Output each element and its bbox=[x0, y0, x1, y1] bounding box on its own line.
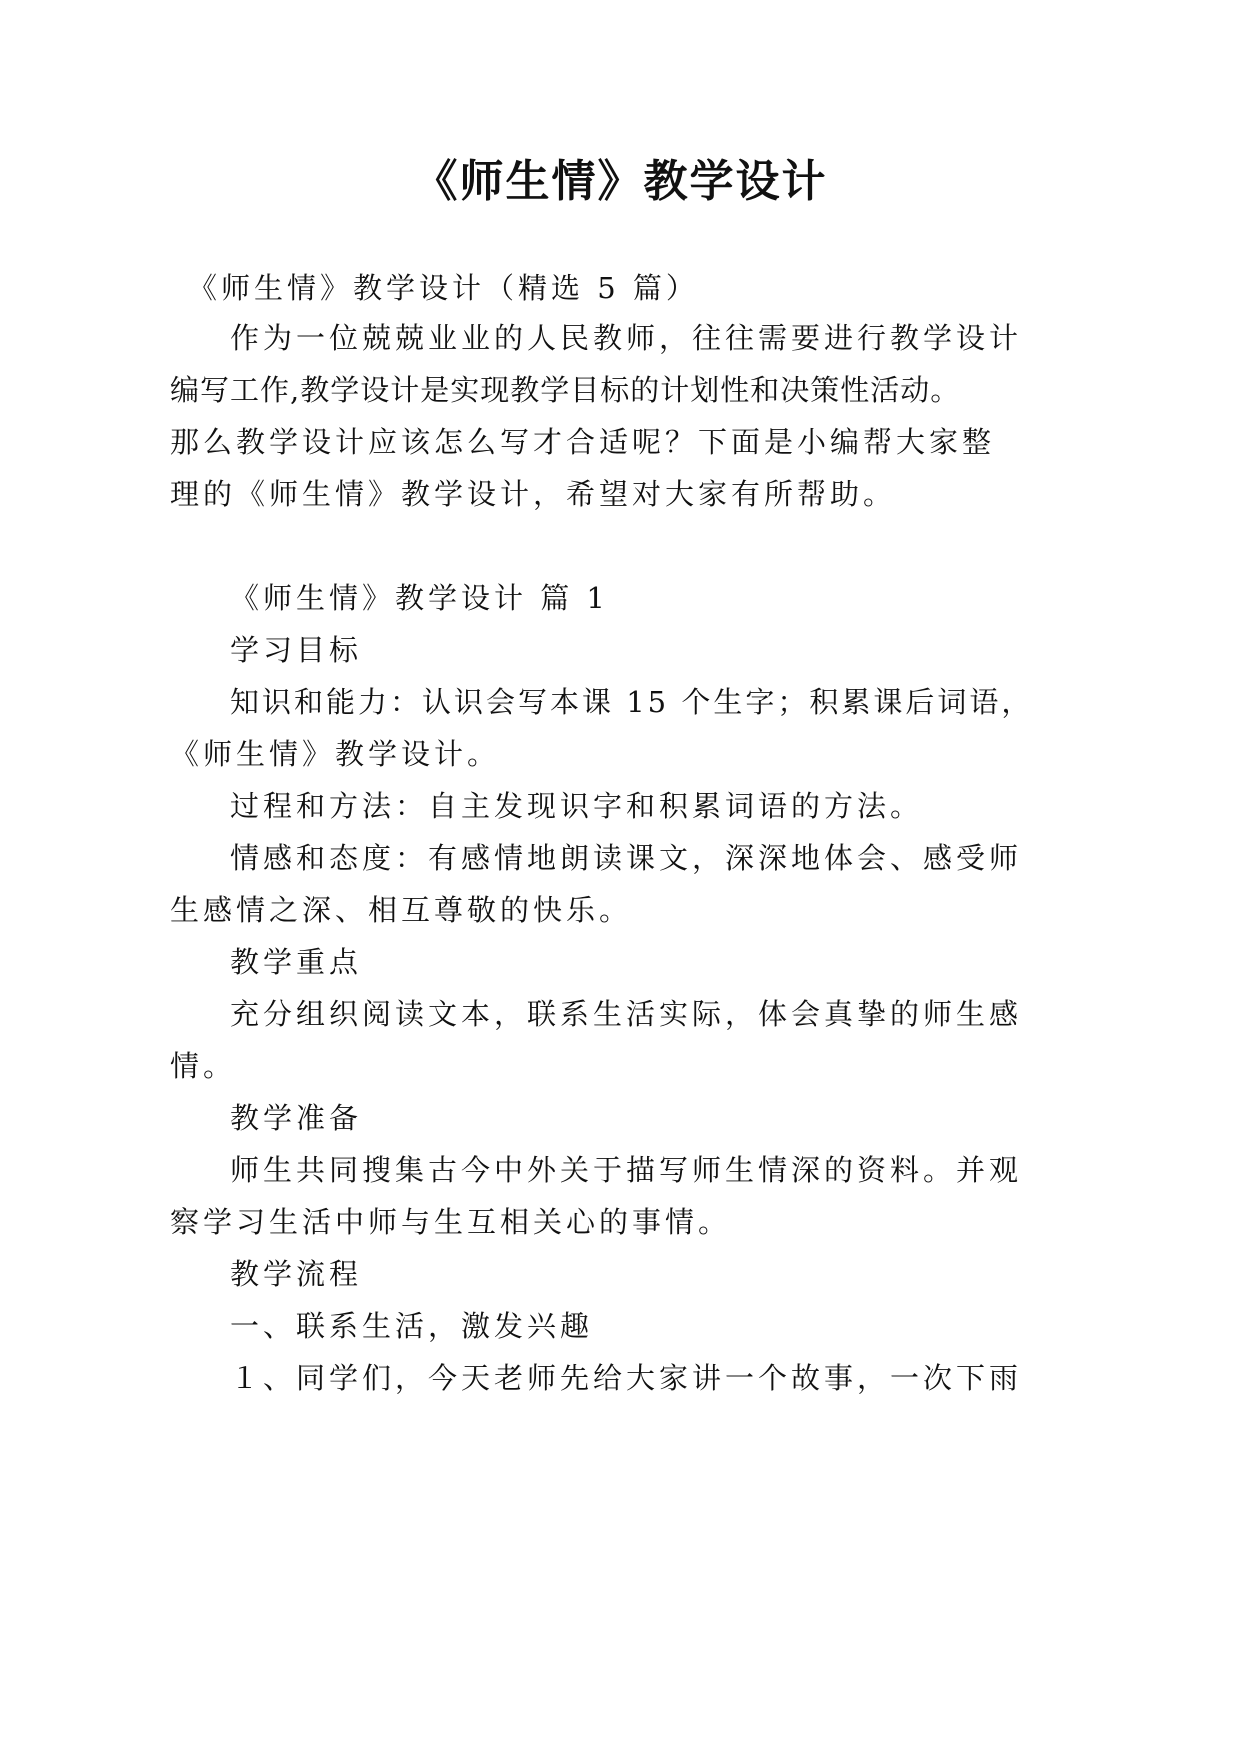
body-line: １、同学们，今天老师先给大家讲一个故事，一次下雨 bbox=[230, 1361, 1023, 1395]
document-subtitle: 《师生情》教学设计（精选 5 篇） bbox=[188, 271, 699, 305]
body-line: 情感和态度：有感情地朗读课文，深深地体会、感受师 bbox=[230, 841, 1023, 875]
document-title: 《师生情》教学设计 bbox=[413, 156, 828, 207]
body-line: 生感情之深、相互尊敬的快乐。 bbox=[170, 893, 633, 927]
body-line: 知识和能力：认识会写本课 15 个生字；积累课后词语， bbox=[230, 685, 1034, 719]
intro-line: 那么教学设计应该怎么写才合适呢？下面是小编帮大家整 bbox=[170, 425, 996, 459]
section-heading: 《师生情》教学设计 篇 1 bbox=[230, 581, 609, 615]
intro-line: 理的《师生情》教学设计，希望对大家有所帮助。 bbox=[170, 477, 897, 511]
body-line: 充分组织阅读文本，联系生活实际，体会真挚的师生感 bbox=[230, 997, 1023, 1031]
intro-line: 编写工作,教学设计是实现教学目标的计划性和决策性活动。 bbox=[170, 373, 961, 407]
intro-line: 作为一位兢兢业业的人民教师，往往需要进行教学设计 bbox=[230, 321, 1023, 355]
body-heading: 教学准备 bbox=[230, 1101, 363, 1135]
body-heading: 教学流程 bbox=[230, 1257, 363, 1291]
body-line: 情。 bbox=[170, 1049, 237, 1083]
body-line: 《师生情》教学设计。 bbox=[170, 737, 501, 771]
body-line: 一、联系生活，激发兴趣 bbox=[230, 1309, 594, 1343]
body-heading: 学习目标 bbox=[230, 633, 363, 667]
body-line: 师生共同搜集古今中外关于描写师生情深的资料。并观 bbox=[230, 1153, 1023, 1187]
body-line: 察学习生活中师与生互相关心的事情。 bbox=[170, 1205, 732, 1239]
body-line: 过程和方法：自主发现识字和积累词语的方法。 bbox=[230, 789, 924, 823]
body-heading: 教学重点 bbox=[230, 945, 363, 979]
